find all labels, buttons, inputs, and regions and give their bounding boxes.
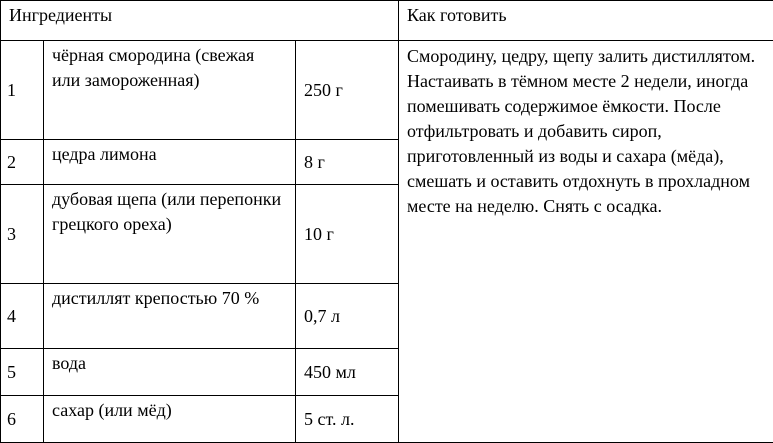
ingredient-quantity: 8 г [296,140,399,185]
ingredient-name: чёрная смородина (свежая или замороженная) [44,41,296,140]
ingredient-number: 5 [1,349,44,396]
ingredient-row [1,41,773,140]
ingredient-number: 6 [1,396,44,443]
ingredient-quantity: 5 ст. л. [296,396,399,443]
ingredients-header: Ингредиенты [1,1,399,41]
ingredient-number: 2 [1,140,44,185]
instructions-text: Смородину, цедру, щепу залить дистиллятом. Настаивать в тёмном месте 2 недели, иногда помешивать содержимое ёмкости. После отфильтровать и добавить сироп, приготовленный из воды и сахара (мёда), смешать и оставить отдохнуть в прохладном месте на неделю. Снять с осадка. [399,41,773,443]
ingredient-name: цедра лимона [44,140,296,185]
ingredient-name: сахар (или мёд) [44,396,296,443]
ingredient-number: 1 [1,41,44,140]
ingredient-number: 3 [1,185,44,284]
ingredient-quantity: 450 мл [296,349,399,396]
ingredient-quantity: 250 г [296,41,399,140]
header-row [1,1,773,41]
ingredient-quantity: 10 г [296,185,399,284]
ingredient-name: вода [44,349,296,396]
how-to-header: Как готовить [399,1,773,41]
ingredient-number: 4 [1,284,44,349]
ingredient-name: дубовая щепа (или перепонки грецкого ореха) [44,185,296,284]
ingredient-quantity: 0,7 л [296,284,399,349]
ingredient-name: дистиллят крепостью 70 % [44,284,296,349]
